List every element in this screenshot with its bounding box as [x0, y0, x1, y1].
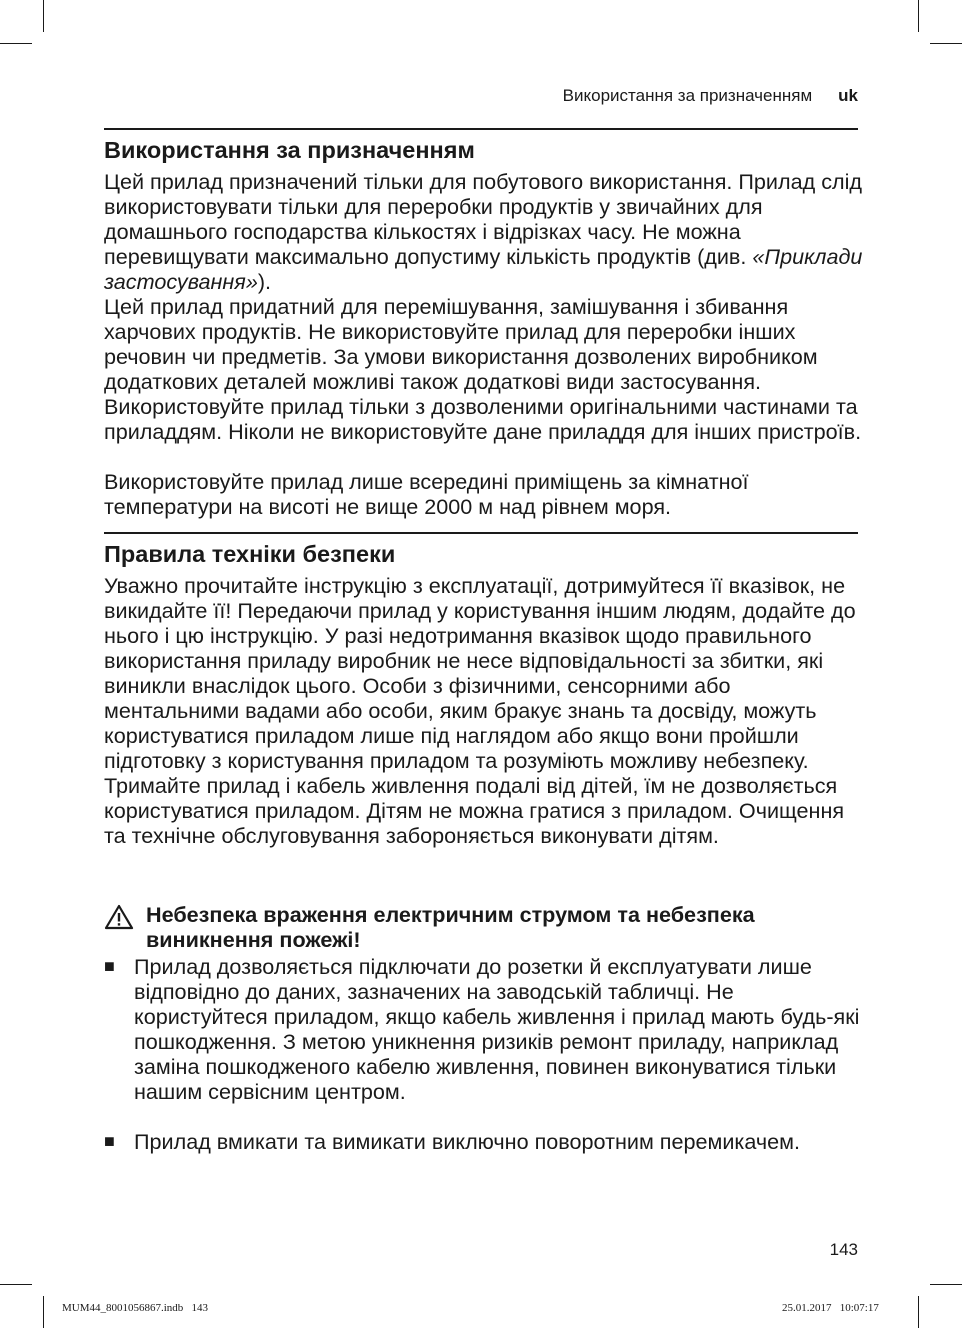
list-item: [104, 954, 864, 1104]
section-title-safety: Правила техніки безпеки: [104, 541, 396, 567]
crop-mark: [918, 1296, 919, 1328]
list-item-text: Прилад дозволяється підключати до розетки й експлуатувати лише відповідно до даних, зазначених на заводській табличці. Не користуйтеся приладом, якщо кабель живлення і прилад мають будь-які пошкодження. З метою уникнення ризиків ремонт приладу, наприклад заміна пошкодженого кабелю живлення, повинен виконуватися тільки нашим сервісним центром.: [134, 954, 860, 1104]
section-rule: [104, 532, 858, 534]
crop-mark: [0, 1284, 32, 1285]
running-header-section: Використання за призначенням: [562, 86, 813, 105]
page-number: 143: [829, 1240, 858, 1259]
bullet-square-icon: ■: [104, 1131, 115, 1151]
cross-reference: «Приклади застосування»: [104, 244, 863, 294]
list-item: [104, 1129, 864, 1154]
crop-mark: [43, 0, 44, 32]
language-code: uk: [838, 86, 858, 105]
section-rule: [104, 128, 858, 130]
list-item-text: Прилад вмикати та вимикати виключно поворотним перемикачем.: [134, 1129, 800, 1154]
intended-use-paragraph-1: [104, 169, 864, 294]
crop-mark: [930, 1284, 962, 1285]
paragraph-text: Цей прилад призначений тільки для побутового використання. Прилад слід використовувати тільки для переробки продуктів у звичайних для домашнього господарства кількостях і відрізках часу. Не можна перевищувати максимально допустиму кількість продуктів (див.: [104, 169, 862, 269]
bullet-square-icon: ■: [104, 956, 115, 976]
crop-mark: [0, 43, 32, 44]
warning-text: Небезпека враження електричним струмом та небезпека виникнення пожежі!: [146, 902, 755, 952]
warning-triangle-icon: [104, 904, 134, 930]
safety-paragraph: Уважно прочитайте інструкцію з експлуатації, дотримуйтеся її вказівок, не викидайте її! Передаючи прилад у користування іншим людям, додайте до нього і цю інструкцію. У разі недотримання вказівок щодо правильного використання приладу виробник не несе відповідальності за збитки, які виникли внаслідок цього. Особи з фізичними, сенсорними або ментальними вадами або особи, яким бракує знань та досвіду, можуть користуватися приладом лише під наглядом або якщо вони пройшли підготовку з користування приладом та розуміють можливу небезпеку. Тримайте прилад і кабель живлення подалі від дітей, їм не дозволяється користуватися приладом. Дітям не можна гратися з приладом. Очищення та технічне обслуговування забороняється виконувати дітям.: [104, 573, 856, 848]
print-slug-datetime: 25.01.2017 10:07:17: [782, 1302, 879, 1314]
print-slug-file: MUM44_8001056867.indb 143: [62, 1302, 209, 1314]
intended-use-paragraph-2: Цей прилад придатний для перемішування, замішування і збивання харчових продуктів. Не використовуйте прилад для переробки інших речовин чи предметів. За умови використання дозволених виробником додаткових деталей можливі також додаткові види застосування. Використовуйте прилад тільки з дозволеними оригінальними частинами та приладдям. Ніколи не використовуйте дане приладдя для інших пристроїв.: [104, 294, 862, 444]
crop-mark: [43, 1296, 44, 1328]
intended-use-paragraph-3: Використовуйте прилад лише всередині приміщень за кімнатної температури на висоті не вище 2000 м над рівнем моря.: [104, 469, 749, 519]
section-title-intended-use: Використання за призначенням: [104, 137, 475, 163]
paragraph-text: ).: [257, 269, 272, 294]
crop-mark: [918, 0, 919, 32]
crop-mark: [930, 43, 962, 44]
running-header: [104, 86, 858, 106]
warning-block: [104, 902, 864, 952]
